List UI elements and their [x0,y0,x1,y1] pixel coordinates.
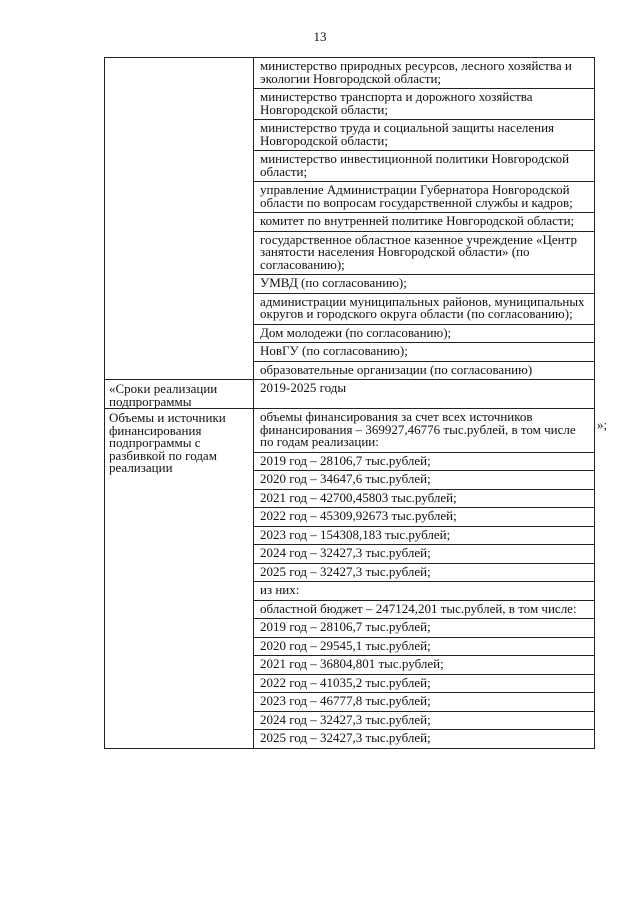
list-item: образовательные организации (по согласованию) [254,361,594,380]
list-item: управление Администрации Губернатора Новгородской области по вопросам государственной службы и кадров; [254,181,594,212]
page-number: 13 [313,29,327,44]
closing-quote-mark: »; [597,417,608,432]
terms-label: «Сроки реализации подпрограммы [109,381,218,409]
list-item: из них: [254,581,594,600]
list-item: 2020 год – 34647,6 тыс.рублей; [254,470,594,489]
passport-table [104,57,595,749]
list-item: 2025 год – 32427,3 тыс.рублей; [254,729,594,748]
terms-row [105,380,595,409]
funding-row [105,409,595,749]
list-item: 2019 год – 28106,7 тыс.рублей; [254,452,594,471]
list-item: Дом молодежи (по согласованию); [254,324,594,343]
terms-value-cell [254,380,595,409]
list-item: 2022 год – 45309,92673 тыс.рублей; [254,507,594,526]
list-item: администрации муниципальных районов, муниципальных округов и городского округа области (по согласованию); [254,293,594,324]
list-item: 2022 год – 41035,2 тыс.рублей; [254,674,594,693]
list-item: министерство труда и социальной защиты населения Новгородской области; [254,119,594,150]
list-item: 2023 год – 154308,183 тыс.рублей; [254,526,594,545]
list-item: 2020 год – 29545,1 тыс.рублей; [254,637,594,656]
list-item: 2023 год – 46777,8 тыс.рублей; [254,692,594,711]
list-item: 2019 год – 28106,7 тыс.рублей; [254,618,594,637]
list-item: министерство транспорта и дорожного хозяйства Новгородской области; [254,88,594,119]
list-item: 2024 год – 32427,3 тыс.рублей; [254,711,594,730]
list-item: комитет по внутренней политике Новгородской области; [254,212,594,231]
list-item: УМВД (по согласованию); [254,274,594,293]
funding-label: Объемы и источники финансирования подпрограммы с разбивкой по годам реализации [109,410,226,475]
funding-label-cell [105,409,254,749]
executors-row [105,58,595,380]
list-item: 2021 год – 36804,801 тыс.рублей; [254,655,594,674]
list-item: министерство природных ресурсов, лесного хозяйства и экологии Новгородской области; [260,58,572,86]
executors-label-cell [105,58,254,380]
list-item: НовГУ (по согласованию); [254,342,594,361]
executors-list [254,58,595,380]
list-item: 2024 год – 32427,3 тыс.рублей; [254,544,594,563]
list-item: областной бюджет – 247124,201 тыс.рублей, в том числе: [254,600,594,619]
list-item: объемы финансирования за счет всех источников финансирования – 369927,46776 тыс.рублей, в том числе по годам реализации: [260,409,576,449]
terms-value: 2019-2025 годы [260,380,347,395]
funding-list [254,409,595,749]
list-item: 2025 год – 32427,3 тыс.рублей; [254,563,594,582]
terms-label-cell [105,380,254,409]
list-item: министерство инвестиционной политики Новгородской области; [254,150,594,181]
list-item: государственное областное казенное учреждение «Центр занятости населения Новгородской области» (по согласованию); [254,231,594,275]
list-item: 2021 год – 42700,45803 тыс.рублей; [254,489,594,508]
